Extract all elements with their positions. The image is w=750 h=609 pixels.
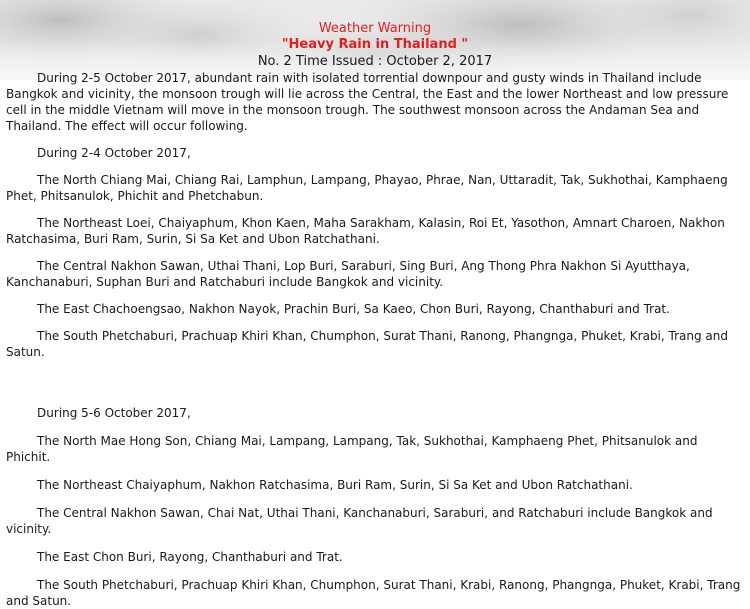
issue-info: No. 2 Time Issued : October 2, 2017 bbox=[257, 54, 493, 69]
period-2-central: The Central Nakhon Sawan, Chai Nat, Uthai Thani, Kanchanaburi, Saraburi, and Ratchaburi include Bangkok and vicinity. bbox=[6, 506, 713, 536]
period-1-northeast: The Northeast Loei, Chaiyaphum, Khon Kaen, Maha Sarakham, Kalasin, Roi Et, Yasothon, Amnart Charoen, Nakhon Ratchasima, Buri Ram, Surin, Si Sa Ket and Ubon Ratchathani. bbox=[6, 216, 725, 246]
warning-label: Weather Warning bbox=[318, 21, 432, 36]
period-1-label: During 2-4 October 2017, bbox=[37, 146, 191, 160]
period-1-east: The East Chachoengsao, Nakhon Nayok, Prachin Buri, Sa Kaeo, Chon Buri, Rayong, Chanthaburi and Trat. bbox=[37, 302, 670, 316]
period-2-east: The East Chon Buri, Rayong, Chanthaburi and Trat. bbox=[37, 550, 343, 564]
warning-body bbox=[0, 70, 750, 609]
period-1-central: The Central Nakhon Sawan, Uthai Thani, Lop Buri, Saraburi, Sing Buri, Ang Thong Phra Nakhon Si Ayutthaya, Kanchanaburi, Suphan Buri and Ratchaburi include Bangkok and vicinity. bbox=[6, 259, 690, 289]
period-2-label: During 5-6 October 2017, bbox=[37, 406, 191, 420]
intro-paragraph: During 2-5 October 2017, abundant rain with isolated torrential downpour and gusty winds in Thailand include Bangkok and vicinity, the monsoon trough will lie across the Central, the East and the lower Northeast and low pressure cell in the middle Vietnam will move in the monsoon trough. The southwest monsoon across the Andaman Sea and Thailand. The effect will occur following. bbox=[6, 71, 729, 133]
warning-title: "Heavy Rain in Thailand " bbox=[281, 37, 469, 52]
period-2-north: The North Mae Hong Son, Chiang Mai, Lampang, Lampang, Tak, Sukhothai, Kamphaeng Phet, Phitsanulok and Phichit. bbox=[6, 434, 698, 464]
period-2-south: The South Phetchaburi, Prachuap Khiri Khan, Chumphon, Surat Thani, Krabi, Ranong, Phangnga, Phuket, Krabi, Trang and Satun. bbox=[6, 578, 741, 608]
period-1-north: The North Chiang Mai, Chiang Rai, Lamphun, Lampang, Phayao, Phrae, Nan, Uttaradit, Tak, Sukhothai, Kamphaeng Phet, Phitsanulok, Phichit and Phetchabun. bbox=[6, 173, 728, 203]
period-1-south: The South Phetchaburi, Prachuap Khiri Khan, Chumphon, Surat Thani, Ranong, Phangnga, Phuket, Krabi, Trang and Satun. bbox=[6, 329, 728, 359]
warning-header bbox=[0, 0, 750, 70]
period-2-northeast: The Northeast Chaiyaphum, Nakhon Ratchasima, Buri Ram, Surin, Si Sa Ket and Ubon Ratchathani. bbox=[37, 478, 633, 492]
